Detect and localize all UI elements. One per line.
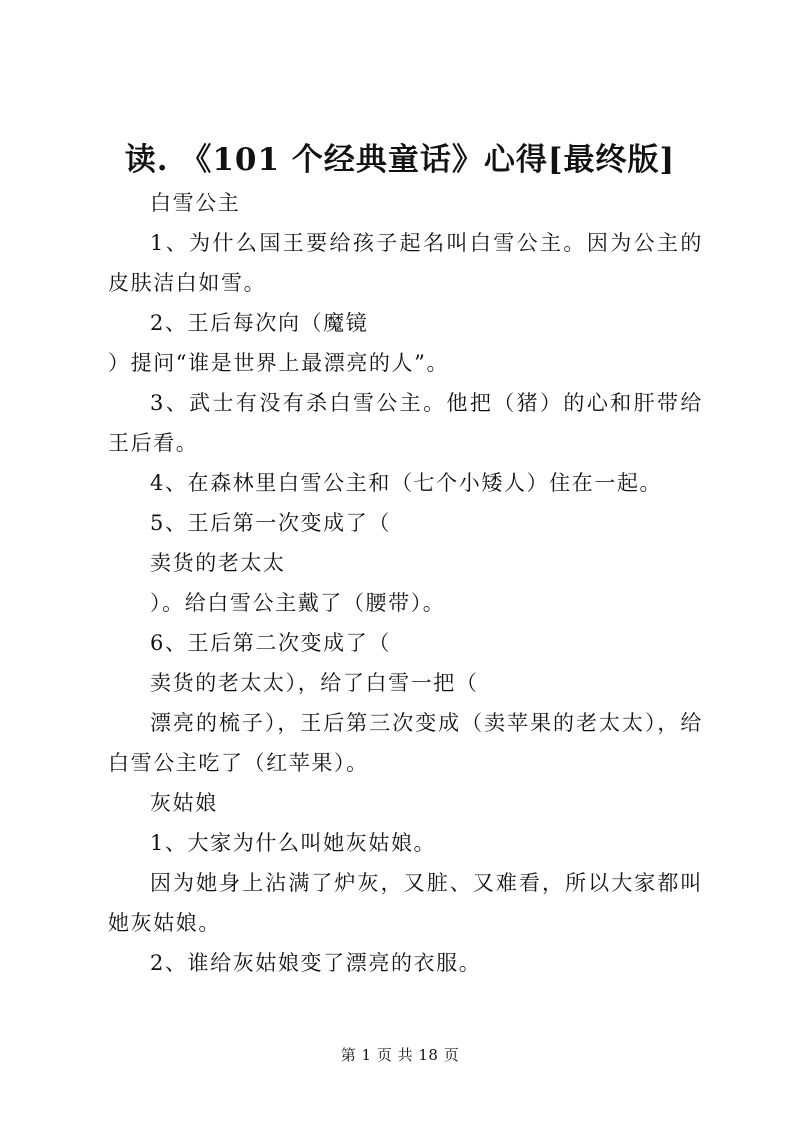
paragraph-14: 1、大家为什么叫她灰姑娘。 [150,831,437,855]
paragraph-10: 6、王后第二次变成了（ [150,631,391,655]
paragraph-16: 2、谁给灰姑娘变了漂亮的衣服。 [150,951,482,975]
paragraph-9: ）。给白雪公主戴了（腰带）。 [150,591,446,615]
paragraph-7: 5、王后第一次变成了（ [150,511,391,535]
paragraph-15: 因为她身上沾满了炉灰，又脏、又难看，所以大家都叫她灰姑娘。 [108,871,703,935]
paragraph-5: 3、武士有没有杀白雪公主。他把（猪）的心和肝带给王后看。 [108,391,703,455]
paragraph-11: 卖货的老太太），给了白雪一把（ [150,671,479,695]
paragraph-3: 2、王后每次向（魔镜 [150,311,369,335]
paragraph-6: 4、在森林里白雪公主和（七个小矮人）住在一起。 [150,471,663,495]
paragraph-1: 白雪公主 [150,191,241,215]
paragraph-12: 漂亮的梳子），王后第三次变成（卖苹果的老太太），给白雪公主吃了（红苹果）。 [108,711,703,775]
page-footer: 第 1 页 共 18 页 [340,1046,460,1064]
paragraph-4: ）提问“谁是世界上最漂亮的人”。 [108,351,450,375]
document-title: 读. 《101 个经典童话》心得[最终版] [124,142,676,178]
document-body [108,183,703,983]
paragraph-2: 1、为什么国王要给孩子起名叫白雪公主。因为公主的皮肤洁白如雪。 [108,231,703,295]
paragraph-13: 灰姑娘 [150,791,218,815]
paragraph-8: 卖货的老太太 [150,551,286,575]
